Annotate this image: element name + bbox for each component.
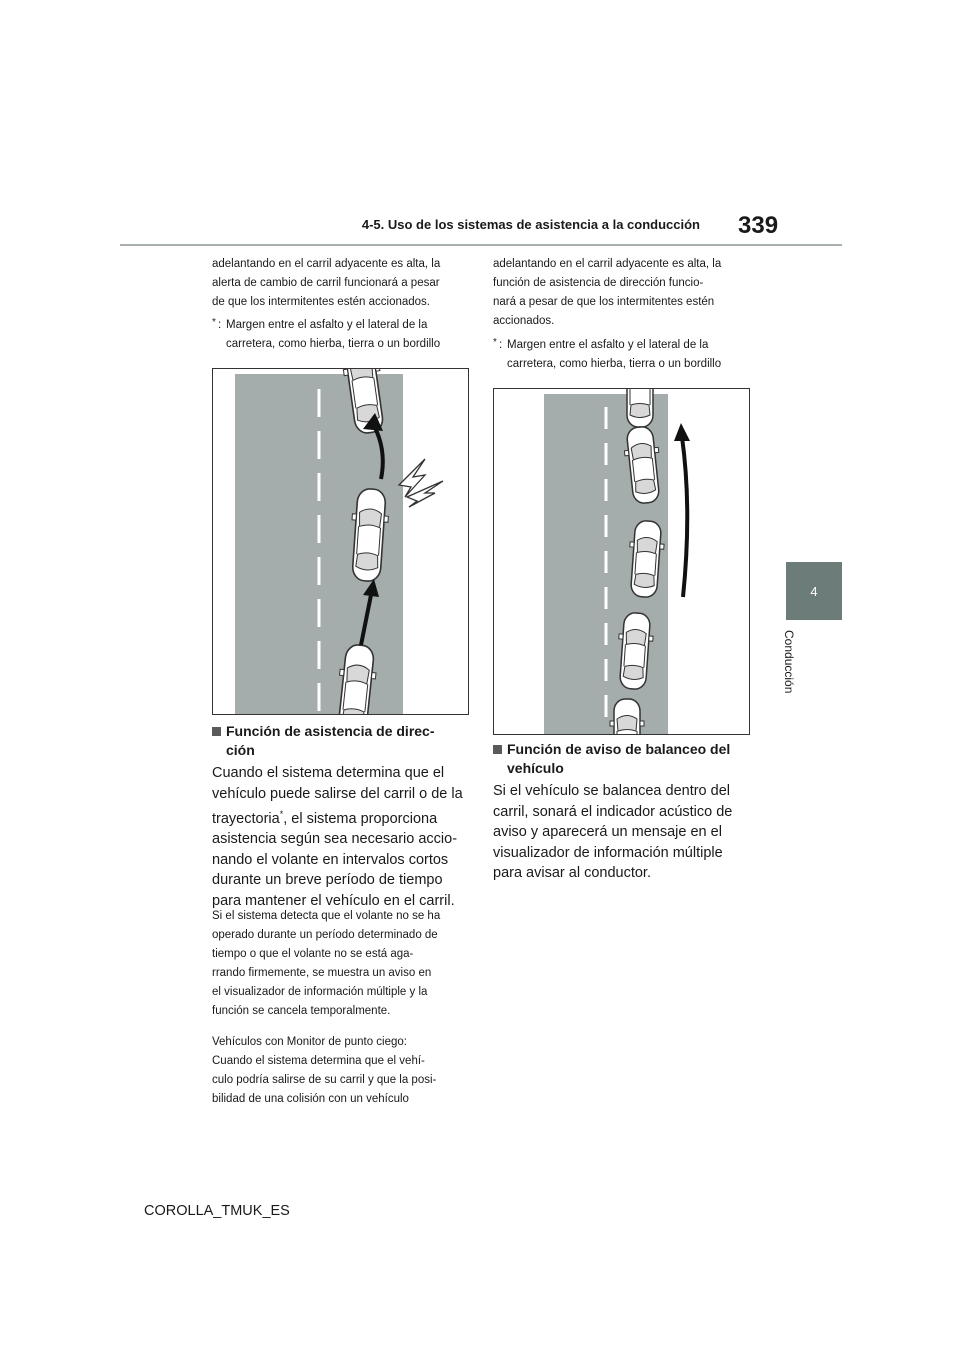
text-line: Margen entre el asfalto y el lateral de la xyxy=(507,339,709,351)
footnote-colon: : xyxy=(499,339,503,351)
chapter-label: Conducción xyxy=(782,630,796,694)
text-line: accionados. xyxy=(493,315,555,327)
text-line: adelantando en el carril adyacente es alta, la xyxy=(212,258,441,270)
left-note-paragraph xyxy=(212,907,482,1021)
text-line: vehículo puede salirse del carril o de la xyxy=(212,785,463,802)
footnote-colon: : xyxy=(218,319,222,331)
text-line: de que los intermitentes estén accionados. xyxy=(212,296,430,308)
header-rule xyxy=(120,244,842,246)
text-line: Si el sistema detecta que el volante no se ha xyxy=(212,910,441,922)
text-line: operado durante un período determinado de xyxy=(212,929,438,941)
text-line: nando el volante en intervalos cortos xyxy=(212,851,449,868)
right-body xyxy=(493,781,763,884)
footnote-ref: * xyxy=(279,809,284,819)
text-line: para mantener el vehículo en el carril. xyxy=(212,892,455,909)
chapter-number: 4 xyxy=(810,583,818,599)
lane-departure-illustration xyxy=(213,369,468,714)
text-line: carretera, como hierba, tierra o un bordillo xyxy=(226,338,441,350)
left-bsm-paragraph xyxy=(212,1033,482,1109)
document-footer: COROLLA_TMUK_ES xyxy=(144,1203,290,1219)
left-body xyxy=(212,763,482,911)
text-line: nará a pesar de que los intermitentes estén xyxy=(493,296,715,308)
right-footnote xyxy=(493,336,763,374)
car-1 xyxy=(623,389,657,427)
sway-warning-figure xyxy=(493,388,750,735)
heading-line: Función de aviso de balanceo del xyxy=(507,741,731,757)
text-line: Si el vehículo se balancea dentro del xyxy=(493,783,730,799)
footnote-mark: * xyxy=(212,317,216,328)
heading-line: ción xyxy=(226,742,255,758)
section-heading xyxy=(493,740,763,778)
lane-departure-figure xyxy=(212,368,469,715)
text-line: carretera, como hierba, tierra o un bordillo xyxy=(507,358,722,370)
text-line: adelantando en el carril adyacente es alta, la xyxy=(493,258,722,270)
text-line: bilidad de una colisión con un vehículo xyxy=(212,1093,409,1105)
text-line: para avisar al conductor. xyxy=(493,865,651,881)
heading-line: vehículo xyxy=(507,760,564,776)
text-line: rrando firmemente, se muestra un aviso en xyxy=(212,967,432,979)
heading-line: Función de asistencia de direc- xyxy=(226,723,435,739)
footnote xyxy=(493,336,763,374)
left-footnote xyxy=(212,316,482,354)
page-number: 339 xyxy=(738,212,779,239)
left-heading xyxy=(212,722,482,760)
text-line-with-sup: trayectoria*, el sistema proporciona xyxy=(212,809,438,827)
text-line: asistencia según sea necesario accio- xyxy=(212,831,458,848)
text-line: Cuando el sistema determina que el xyxy=(212,765,445,781)
text-line: tiempo o que el volante no se está aga- xyxy=(212,948,414,960)
text-line: Vehículos con Monitor de punto ciego: xyxy=(212,1036,407,1048)
text-line: el visualizador de información múltiple y la xyxy=(212,986,428,998)
warning-lightning-icon xyxy=(399,459,443,507)
car-5 xyxy=(610,699,644,734)
text-line: Cuando el sistema determina que el vehí- xyxy=(212,1055,425,1067)
text-line: visualizador de información múltiple xyxy=(493,844,723,861)
text-line: Margen entre el asfalto y el lateral de la xyxy=(226,319,428,331)
right-heading xyxy=(493,740,763,778)
bullet-square-icon xyxy=(212,727,221,736)
right-intro xyxy=(493,255,763,331)
sway-warning-illustration xyxy=(494,389,749,734)
text-line: durante un breve período de tiempo xyxy=(212,872,443,889)
section-title: 4-5. Uso de los sistemas de asistencia a la conducción xyxy=(361,217,700,232)
chapter-tab[interactable] xyxy=(786,562,842,620)
text-line: carril, sonará el indicador acústico de xyxy=(493,803,733,820)
text-line: alerta de cambio de carril funcionará a pesar xyxy=(212,277,440,289)
left-intro xyxy=(212,255,482,312)
footnote-mark: * xyxy=(493,337,497,348)
footnote xyxy=(212,316,482,354)
section-heading xyxy=(212,722,482,760)
chapter-label-container xyxy=(776,630,816,710)
text-line: aviso y aparecerá un mensaje en el xyxy=(493,824,722,840)
bullet-square-icon xyxy=(493,745,502,754)
text-line: función se cancela temporalmente. xyxy=(212,1005,391,1017)
text-line: culo podría salirse de su carril y que la posi- xyxy=(212,1074,437,1086)
text-line: función de asistencia de dirección funcio- xyxy=(493,277,704,289)
arrow-sway xyxy=(682,437,687,597)
